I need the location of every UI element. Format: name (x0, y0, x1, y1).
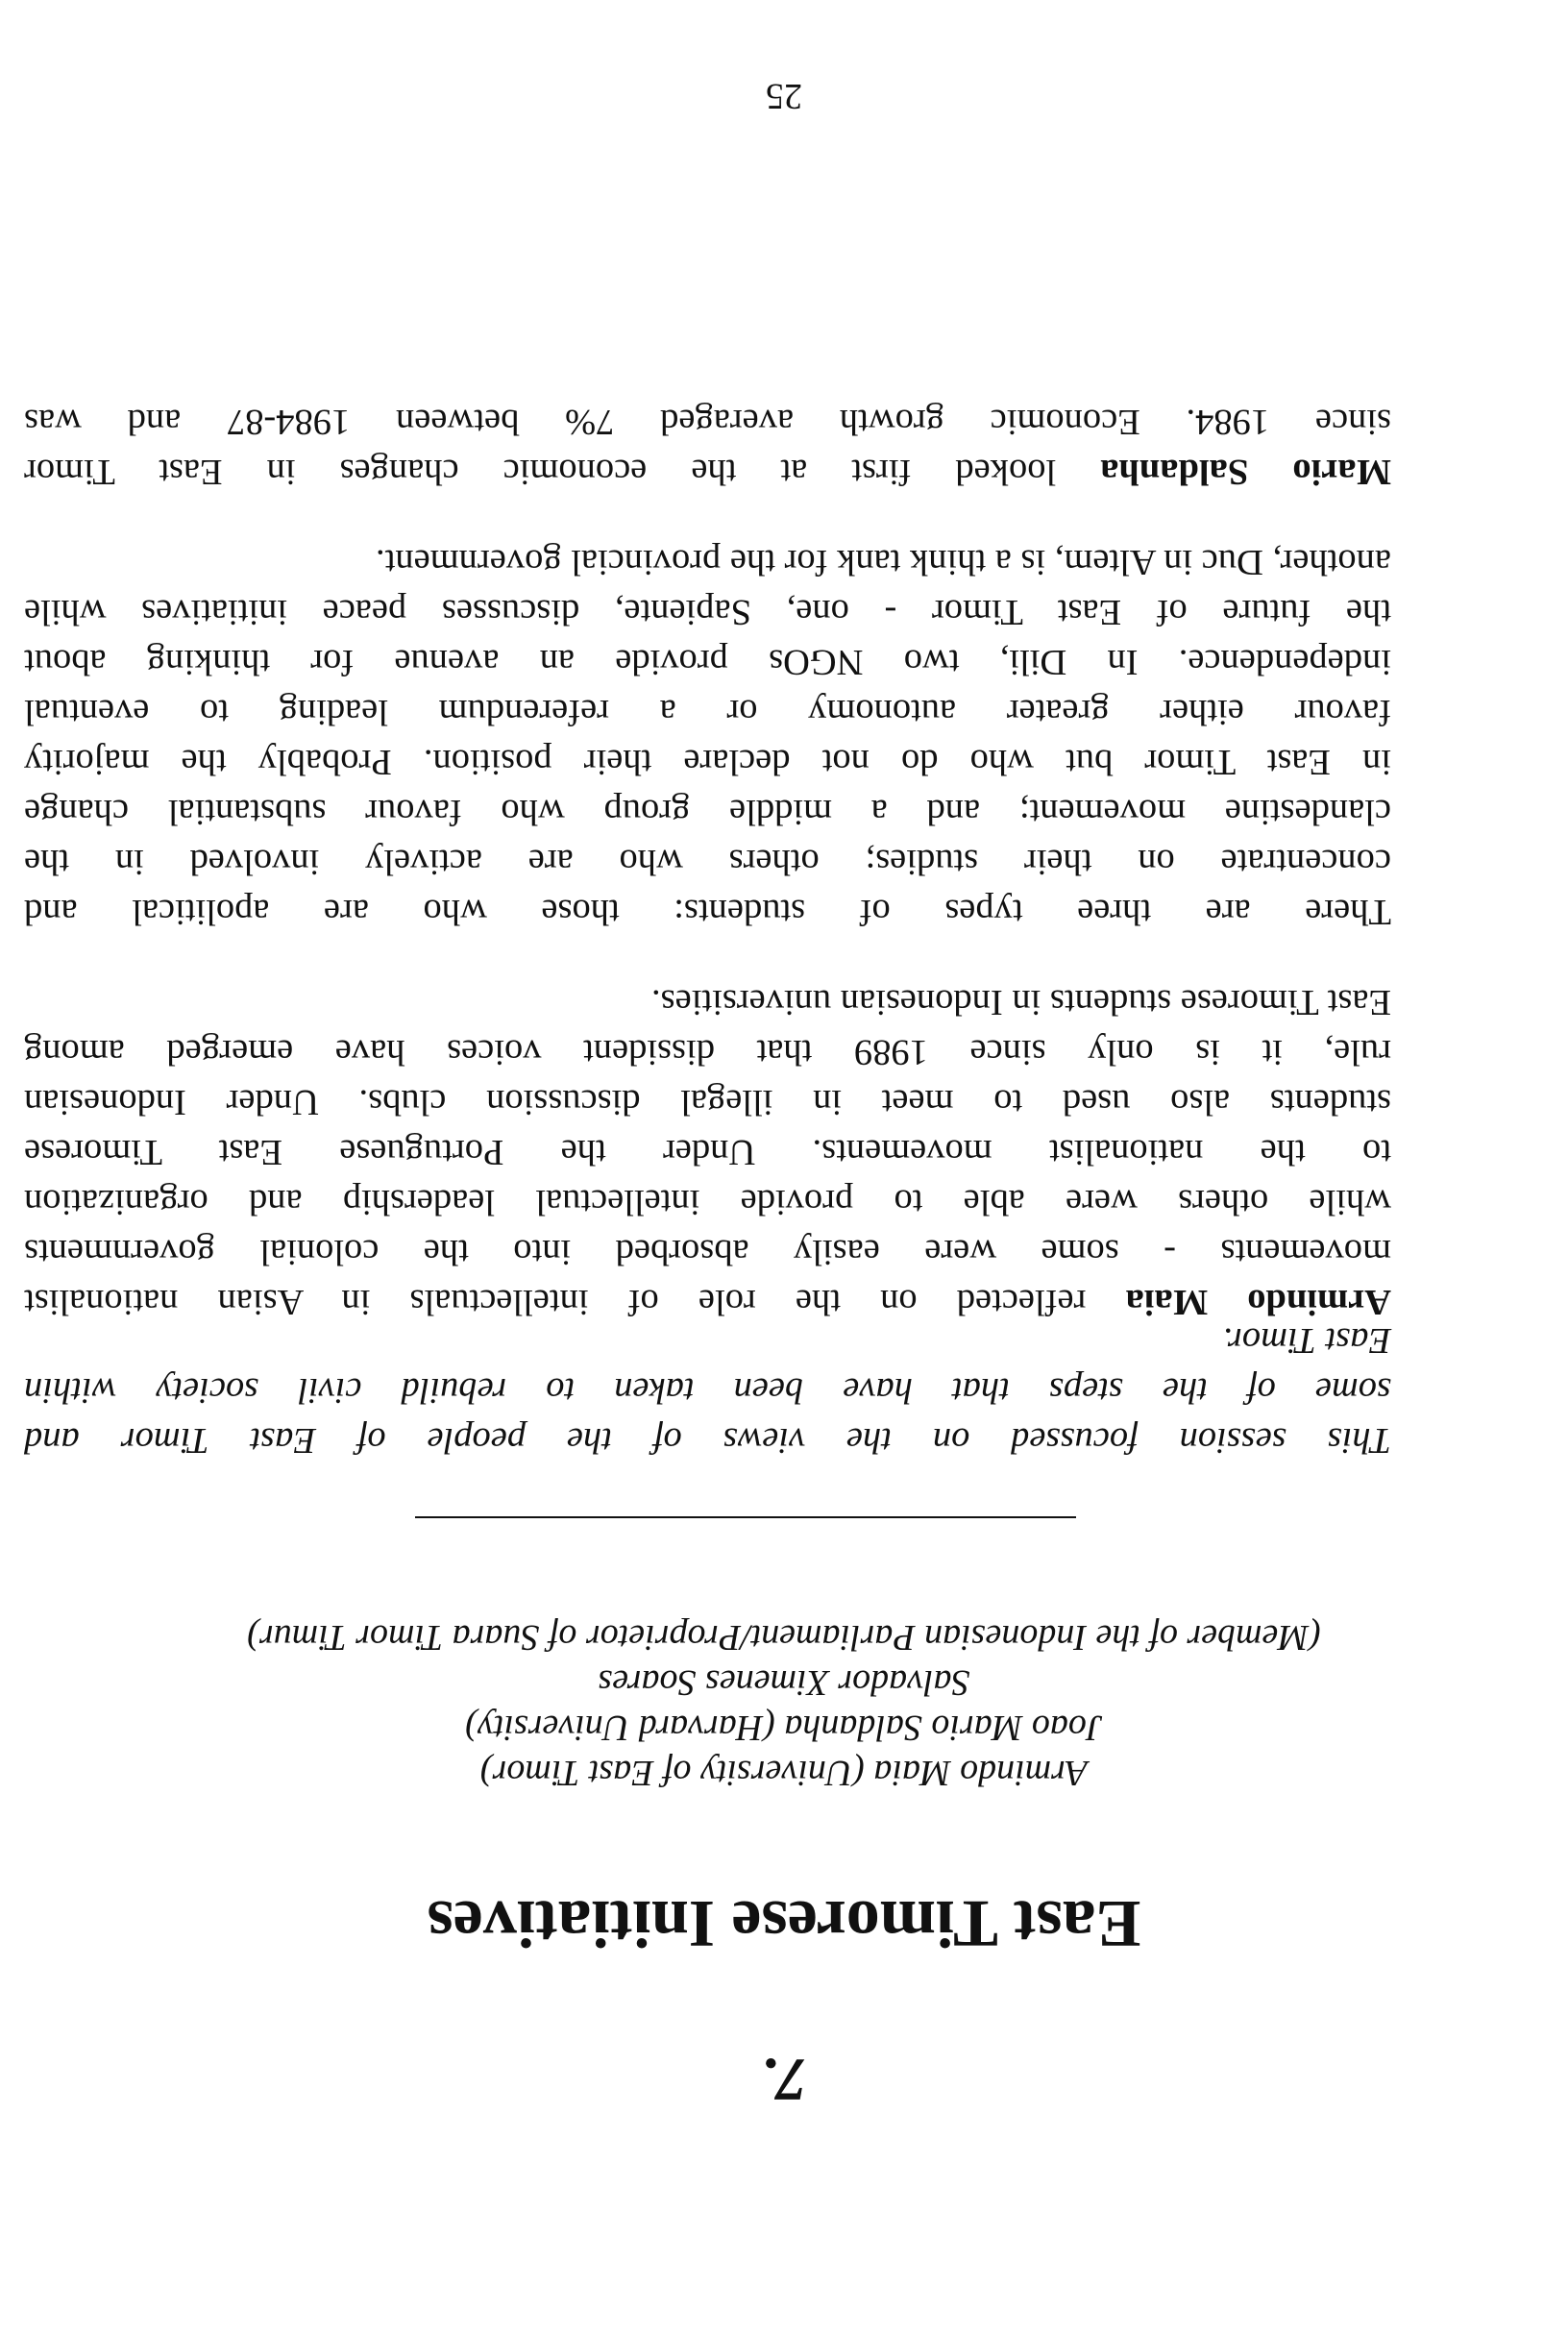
body-text (24, 397, 1391, 1327)
text-run: reflected on the role of intellectuals in Asian nationalist (24, 1282, 1126, 1322)
text-line: since 1984. Economic growth averaged 7% between 1984-87 and was (24, 402, 1391, 442)
text-line: favour either greater autonomy or a referendum leading to eventual (24, 692, 1391, 732)
text-line: concentrate on their studies; others who are actively involved in the (24, 842, 1391, 882)
chapter-number: 7. (761, 2046, 807, 2114)
text-line: clandestine movement; and a middle group who favour substantial change (24, 792, 1391, 832)
text-line: in East Timor but who do not declare their position. Probably the majority (24, 742, 1391, 782)
text-line: East Timor. (1222, 1320, 1391, 1361)
author-list (0, 1614, 1568, 1795)
text-run: looked first at the economic changes in East Timor (24, 452, 1101, 492)
text-line: students also used to meet in illegal discussion clubs. Under Indonesian (24, 1082, 1391, 1122)
author-line: Armindo Maia (University of East Timor) (479, 1753, 1089, 1793)
speaker-name: Mario Saldanha (1100, 452, 1391, 492)
horizontal-rule (415, 1516, 1076, 1518)
text-line (24, 447, 1391, 497)
author-line: (Member of the Indonesian Parliament/Proprietor of Suara Timor Timur) (247, 1617, 1321, 1658)
text-line: movements - some were easily absorbed into the colonial governments (24, 1232, 1391, 1272)
text-line: rule, it is only since 1989 that dissident voices have emerged among (24, 1032, 1391, 1072)
text-line: independence. In Dili, two NGOs provide an avenue for thinking about (24, 642, 1391, 682)
speaker-name: Armindo Maia (1125, 1282, 1391, 1322)
text-line (24, 1277, 1391, 1327)
author-line: Joao Mario Saldanha (Harvard University) (465, 1708, 1103, 1748)
session-abstract (24, 1315, 1391, 1465)
text-line: East Timorese students in Indonesian universities. (651, 982, 1391, 1022)
chapter-title: East Timorese Initiatives (427, 1886, 1141, 1960)
text-line: while others were able to provide intellectual leadership and organization (24, 1182, 1391, 1222)
page-number: 25 (766, 76, 802, 116)
author-line: Salvador Ximenes Soares (598, 1662, 970, 1703)
paragraph-gap (24, 497, 1391, 537)
text-line: the future of East Timor - one, Sapiente, discusses peace initiatives while (24, 592, 1391, 632)
paragraph-gap (24, 937, 1391, 977)
text-line: some of the steps that have been taken to rebuild civil society within (24, 1370, 1391, 1411)
text-line: to the nationalist movements. Under the Portuguese East Timorese (24, 1132, 1391, 1172)
text-line: another, Duc in Altem, is a think tank for the provincial government. (376, 542, 1391, 582)
text-line: There are three types of students: those who are apolitical and (24, 892, 1391, 932)
text-line: This session focussed on the views of the people of East Timor and (24, 1420, 1391, 1461)
